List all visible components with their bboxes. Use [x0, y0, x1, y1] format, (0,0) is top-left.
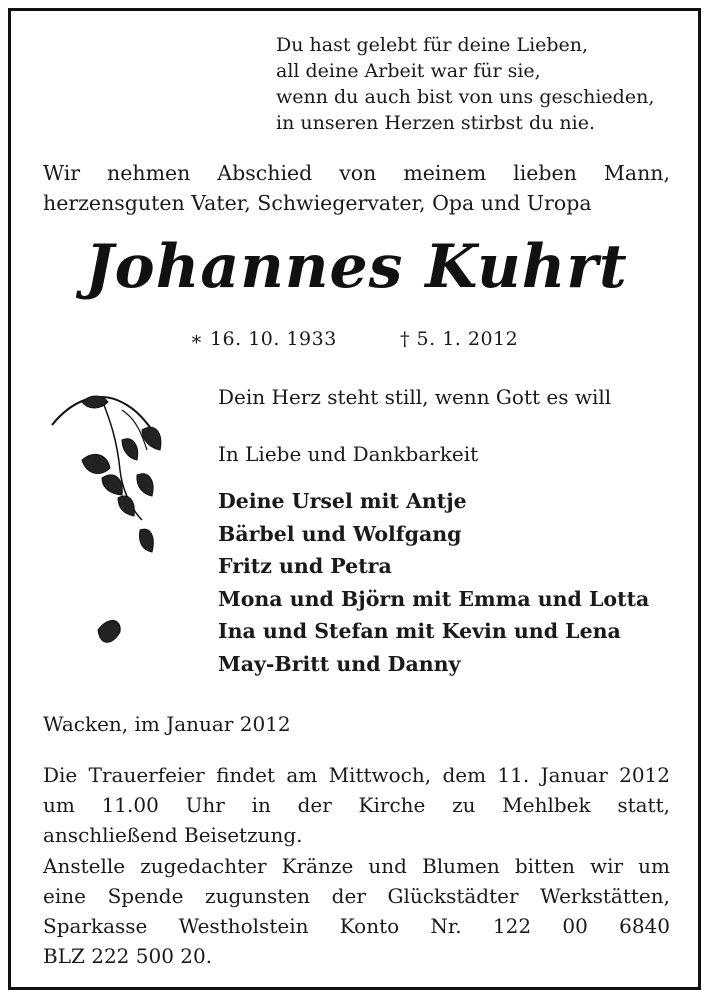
thanks-line: In Liebe und Dankbarkeit [218, 442, 479, 466]
mourner-entry: May-Britt und Danny [218, 651, 461, 676]
donation-line: Anstelle zugedachter Kränze und Blumen bitten wir um [43, 854, 670, 878]
donation-notice [43, 851, 670, 971]
service-line: anschließend Beisetzung. [43, 823, 303, 847]
donation-line: BLZ 222 500 20. [43, 944, 213, 968]
mourner-entry: Deine Ursel mit Antje [218, 489, 467, 513]
poem-line: wenn du auch bist von uns geschieden, [276, 86, 655, 108]
mourner-entry: Bärbel und Wolfgang [218, 521, 462, 546]
poem-line: all deine Arbeit war für sie, [276, 60, 541, 82]
mourner-entry: Mona und Björn mit Emma und Lotta [218, 586, 650, 611]
mourner-entry: Fritz und Petra [218, 554, 392, 578]
poem [276, 32, 654, 136]
farewell-intro [43, 158, 670, 218]
falling-leaves-illustration [42, 380, 177, 680]
intro-line: Wir nehmen Abschied von meinem lieben Mann, [43, 161, 670, 185]
mourners-list [218, 485, 649, 680]
verse: Dein Herz steht still, wenn Gott es will [218, 385, 612, 409]
birth-date: ∗ 16. 10. 1933 [190, 328, 337, 350]
service-line: Die Trauerfeier findet am Mittwoch, dem 11. Januar 2012 [43, 763, 670, 787]
death-date: † 5. 1. 2012 [400, 328, 519, 350]
service-line: um 11.00 Uhr in der Kirche zu Mehlbek statt, [43, 793, 670, 817]
donation-line: eine Spende zugunsten der Glückstädter Werkstätten, [43, 884, 670, 908]
donation-line: Sparkasse Westholstein Konto Nr. 122 00 6840 [43, 914, 670, 938]
intro-line: herzensguten Vater, Schwiegervater, Opa und Uropa [43, 191, 592, 215]
deceased-name: Johannes Kuhrt [85, 232, 628, 302]
poem-line: in unseren Herzen stirbst du nie. [276, 112, 596, 134]
mourner-entry: Ina und Stefan mit Kevin und Lena [218, 619, 621, 643]
place-and-date: Wacken, im Januar 2012 [43, 712, 291, 736]
service-notice [43, 760, 670, 850]
poem-line: Du hast gelebt für deine Lieben, [276, 34, 589, 56]
